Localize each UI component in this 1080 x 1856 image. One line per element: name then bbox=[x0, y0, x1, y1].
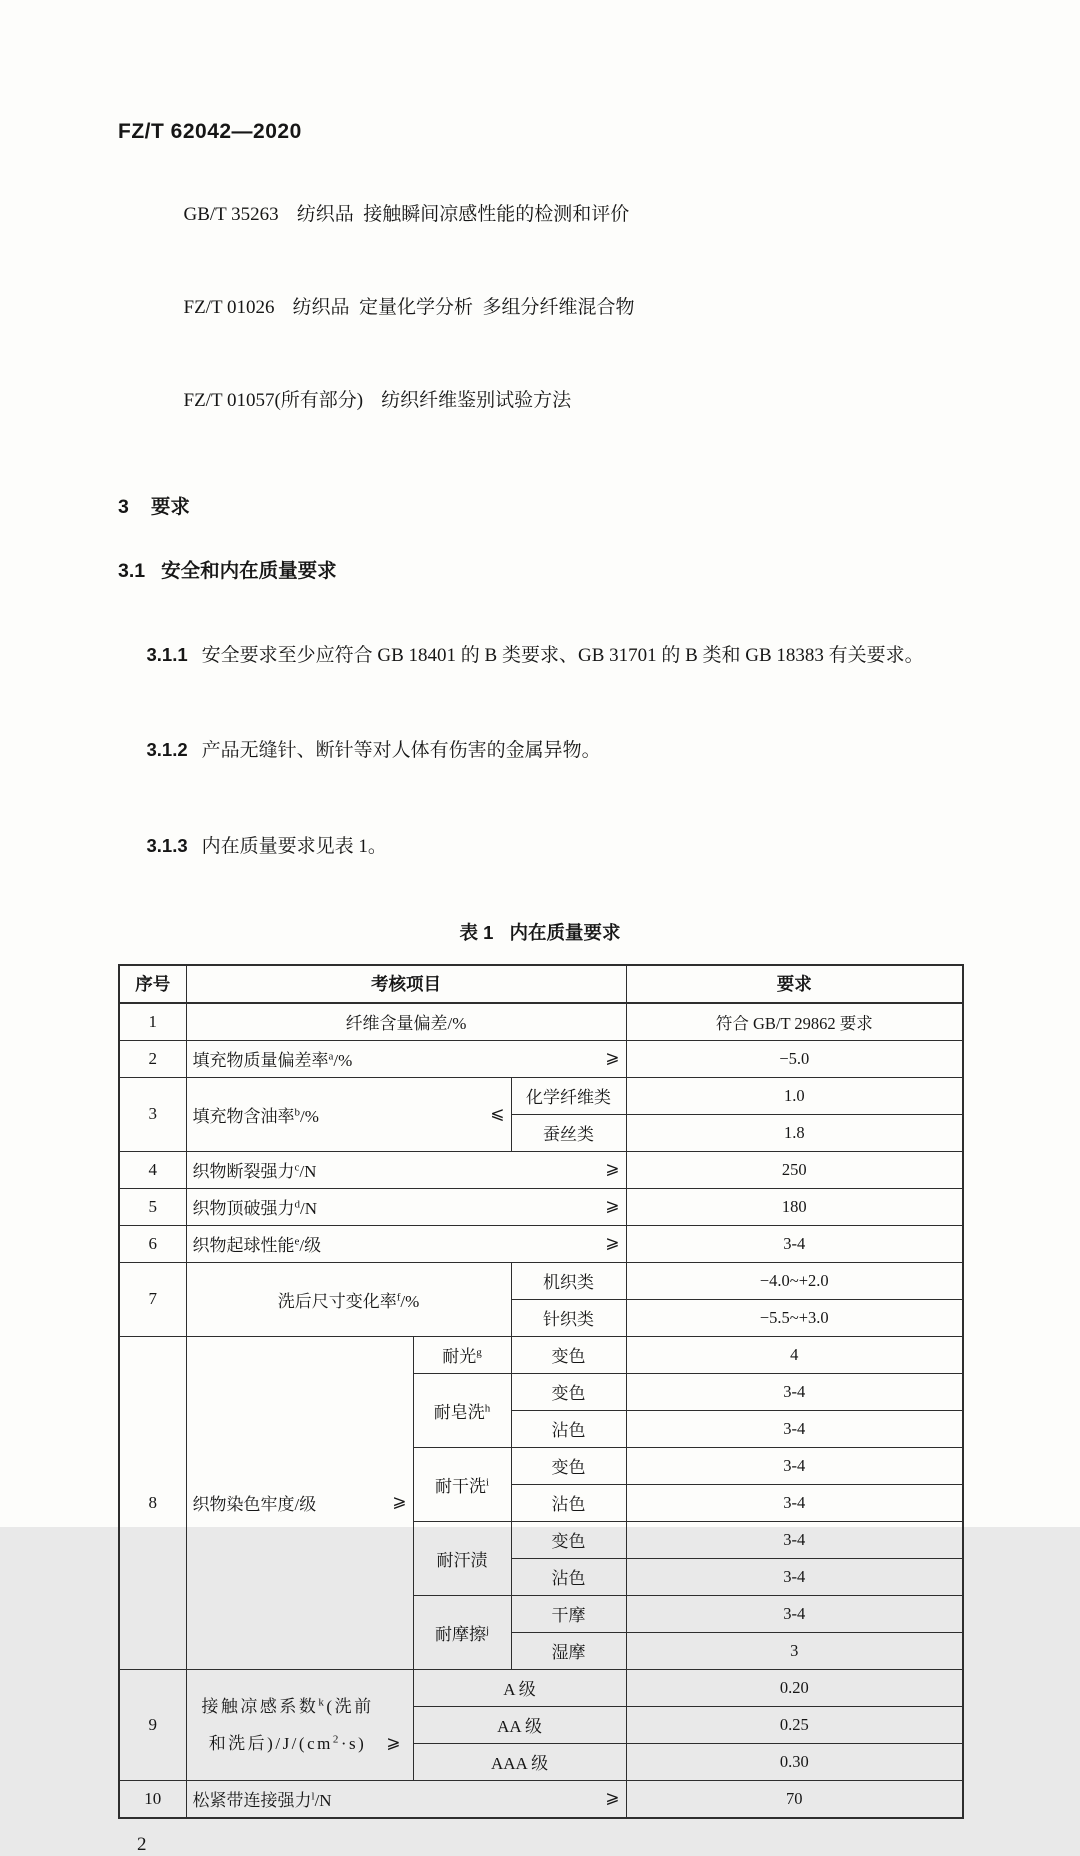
item-label-cell bbox=[186, 1151, 626, 1188]
requirement-cell: −5.5~+3.0 bbox=[626, 1299, 963, 1336]
header-item: 考核项目 bbox=[186, 965, 626, 1003]
requirement-cell: 180 bbox=[626, 1188, 963, 1225]
subsection-number: 3.1 bbox=[118, 560, 146, 582]
item-label-cell bbox=[186, 1262, 511, 1336]
requirement-cell: 1.0 bbox=[626, 1077, 963, 1114]
reference-title: 纺织纤维鉴别试验方法 bbox=[381, 390, 572, 411]
clause-list bbox=[118, 607, 962, 894]
comparison-symbol: ⩾ bbox=[386, 1732, 401, 1753]
row-number: 5 bbox=[119, 1188, 186, 1225]
reference-line bbox=[155, 354, 962, 447]
requirement-cell: 70 bbox=[626, 1780, 963, 1818]
requirement-cell: 3-4 bbox=[626, 1373, 963, 1410]
table-row bbox=[119, 1669, 963, 1706]
fastness-aspect-cell: 沾色 bbox=[511, 1410, 626, 1447]
quality-requirements-table bbox=[118, 964, 964, 1819]
comparison-symbol: ⩾ bbox=[605, 1048, 620, 1068]
grade-cell: AA 级 bbox=[413, 1706, 626, 1743]
fastness-aspect-cell: 沾色 bbox=[511, 1558, 626, 1595]
comparison-symbol: ⩾ bbox=[392, 1492, 407, 1512]
comparison-symbol: ⩽ bbox=[490, 1103, 505, 1124]
header-req: 要求 bbox=[626, 965, 963, 1003]
fastness-type-cell: 耐皂洗$^h$ bbox=[413, 1373, 511, 1447]
row-number: 1 bbox=[119, 1003, 186, 1041]
page-number: 2 bbox=[137, 1833, 147, 1855]
clause bbox=[118, 703, 962, 799]
table-row bbox=[119, 1336, 963, 1373]
requirement-cell: 3-4 bbox=[626, 1521, 963, 1558]
subsection-title: 安全和内在质量要求 bbox=[161, 560, 337, 582]
sub-category-cell: 化学纤维类 bbox=[511, 1077, 626, 1114]
sub-category-cell: 针织类 bbox=[511, 1299, 626, 1336]
fastness-type-cell: 耐摩擦$^j$ bbox=[413, 1595, 511, 1669]
grade-cell: A 级 bbox=[413, 1669, 626, 1706]
requirement-cell: 3-4 bbox=[626, 1484, 963, 1521]
table-header-row bbox=[119, 965, 963, 1003]
requirement-cell: −5.0 bbox=[626, 1040, 963, 1077]
item-label-cell bbox=[186, 1077, 511, 1151]
clause bbox=[118, 607, 962, 703]
clause bbox=[118, 798, 962, 894]
grade-cell: AAA 级 bbox=[413, 1743, 626, 1780]
requirement-cell: 3-4 bbox=[626, 1410, 963, 1447]
item-label: 织物起球性能$^e$/级 bbox=[192, 1235, 322, 1255]
fastness-type-cell: 耐光$^g$ bbox=[413, 1336, 511, 1373]
reference-code: GB/T 35263 bbox=[183, 204, 279, 225]
item-label: 织物顶破强力$^d$/N bbox=[192, 1198, 317, 1218]
row-number: 2 bbox=[119, 1040, 186, 1077]
requirement-cell: 4 bbox=[626, 1336, 963, 1373]
section-number: 3 bbox=[118, 496, 129, 518]
comparison-symbol: ⩾ bbox=[605, 1159, 620, 1179]
table-row bbox=[119, 1225, 963, 1262]
reference-title: 纺织品 定量化学分析 多组分纤维混合物 bbox=[292, 297, 635, 318]
table-row bbox=[119, 1077, 963, 1114]
requirement-cell: 3-4 bbox=[626, 1447, 963, 1484]
item-label: 松紧带连接强力$^l$/N bbox=[192, 1790, 332, 1810]
item-label-cell bbox=[186, 1669, 413, 1780]
table-row bbox=[119, 1040, 963, 1077]
requirement-cell: 3 bbox=[626, 1632, 963, 1669]
item-label: 接触凉感系数$^k$(洗前和洗后)$/J/(cm^2\cdot s)$ bbox=[201, 1695, 374, 1753]
sub-category-cell: 蚕丝类 bbox=[511, 1114, 626, 1151]
item-label: 织物染色牢度/级 bbox=[192, 1495, 317, 1514]
item-label-cell bbox=[186, 1040, 626, 1077]
row-number: 4 bbox=[119, 1151, 186, 1188]
clause-text: 内在质量要求见表 1。 bbox=[201, 835, 387, 857]
comparison-symbol: ⩾ bbox=[605, 1788, 620, 1808]
normative-references bbox=[155, 168, 962, 447]
clause-number: 3.1.2 bbox=[146, 739, 188, 760]
fastness-aspect-cell: 干摩 bbox=[511, 1595, 626, 1632]
reference-line bbox=[155, 261, 962, 354]
item-label-cell bbox=[186, 1780, 626, 1818]
row-number: 3 bbox=[119, 1077, 186, 1151]
item-label-cell bbox=[186, 1225, 626, 1262]
subsection-heading bbox=[118, 555, 962, 583]
reference-line bbox=[155, 168, 962, 261]
item-label: 洗后尺寸变化率$^f$/% bbox=[277, 1290, 420, 1311]
requirement-cell: 1.8 bbox=[626, 1114, 963, 1151]
requirement-cell: −4.0~+2.0 bbox=[626, 1262, 963, 1299]
fastness-type-cell: 耐干洗$^i$ bbox=[413, 1447, 511, 1521]
fastness-aspect-cell: 变色 bbox=[511, 1521, 626, 1558]
requirement-cell: 0.30 bbox=[626, 1743, 963, 1780]
clause-number: 3.1.3 bbox=[146, 834, 188, 856]
table-row bbox=[119, 1003, 963, 1041]
table-caption-number: 表 1 bbox=[459, 921, 494, 943]
requirement-cell: 3-4 bbox=[626, 1558, 963, 1595]
fastness-aspect-cell: 沾色 bbox=[511, 1484, 626, 1521]
clause-number: 3.1.1 bbox=[146, 643, 188, 665]
requirement-cell: 符合 GB/T 29862 要求 bbox=[626, 1003, 963, 1041]
reference-title: 纺织品 接触瞬间凉感性能的检测和评价 bbox=[296, 204, 630, 225]
item-label: 织物断裂强力$^c$/N bbox=[192, 1161, 317, 1181]
item-label-cell bbox=[186, 1188, 626, 1225]
reference-code: FZ/T 01057(所有部分) bbox=[183, 390, 364, 411]
clause-text: 产品无缝针、断针等对人体有伤害的金属异物。 bbox=[201, 740, 601, 761]
header-seq: 序号 bbox=[119, 965, 186, 1003]
requirement-cell: 3-4 bbox=[626, 1595, 963, 1632]
row-number: 9 bbox=[119, 1669, 186, 1780]
row-number: 10 bbox=[119, 1780, 186, 1818]
item-label: 填充物含油率$^b$/% bbox=[192, 1105, 319, 1126]
item-label: 纤维含量偏差/% bbox=[345, 1014, 467, 1033]
comparison-symbol: ⩾ bbox=[605, 1196, 620, 1216]
item-label-cell bbox=[186, 1336, 413, 1669]
requirement-cell: 3-4 bbox=[626, 1225, 963, 1262]
row-number: 6 bbox=[119, 1225, 186, 1262]
table-caption-title: 内在质量要求 bbox=[509, 921, 621, 943]
fastness-type-cell: 耐汗渍 bbox=[413, 1521, 511, 1595]
requirement-cell: 250 bbox=[626, 1151, 963, 1188]
doc-number: FZ/T 62042—2020 bbox=[118, 120, 302, 143]
item-label-cell bbox=[186, 1003, 626, 1041]
reference-code: FZ/T 01026 bbox=[183, 297, 275, 318]
fastness-aspect-cell: 湿摩 bbox=[511, 1632, 626, 1669]
table-row bbox=[119, 1151, 963, 1188]
row-number: 8 bbox=[119, 1336, 186, 1669]
section-title: 要求 bbox=[150, 496, 190, 518]
sub-category-cell: 机织类 bbox=[511, 1262, 626, 1299]
table-row bbox=[119, 1262, 963, 1299]
requirement-cell: 0.25 bbox=[626, 1706, 963, 1743]
fastness-aspect-cell: 变色 bbox=[511, 1373, 626, 1410]
fastness-aspect-cell: 变色 bbox=[511, 1447, 626, 1484]
clause-text: 安全要求至少应符合 GB 18401 的 B 类要求、GB 31701 的 B 类和 GB 18383 有关要求。 bbox=[201, 644, 924, 666]
table-caption bbox=[118, 919, 962, 945]
comparison-symbol: ⩾ bbox=[605, 1233, 620, 1253]
row-number: 7 bbox=[119, 1262, 186, 1336]
fastness-aspect-cell: 变色 bbox=[511, 1336, 626, 1373]
table-row bbox=[119, 1780, 963, 1818]
requirement-cell: 0.20 bbox=[626, 1669, 963, 1706]
section-heading bbox=[118, 491, 962, 519]
item-label: 填充物质量偏差率$^a$/% bbox=[192, 1050, 353, 1070]
table-row bbox=[119, 1188, 963, 1225]
